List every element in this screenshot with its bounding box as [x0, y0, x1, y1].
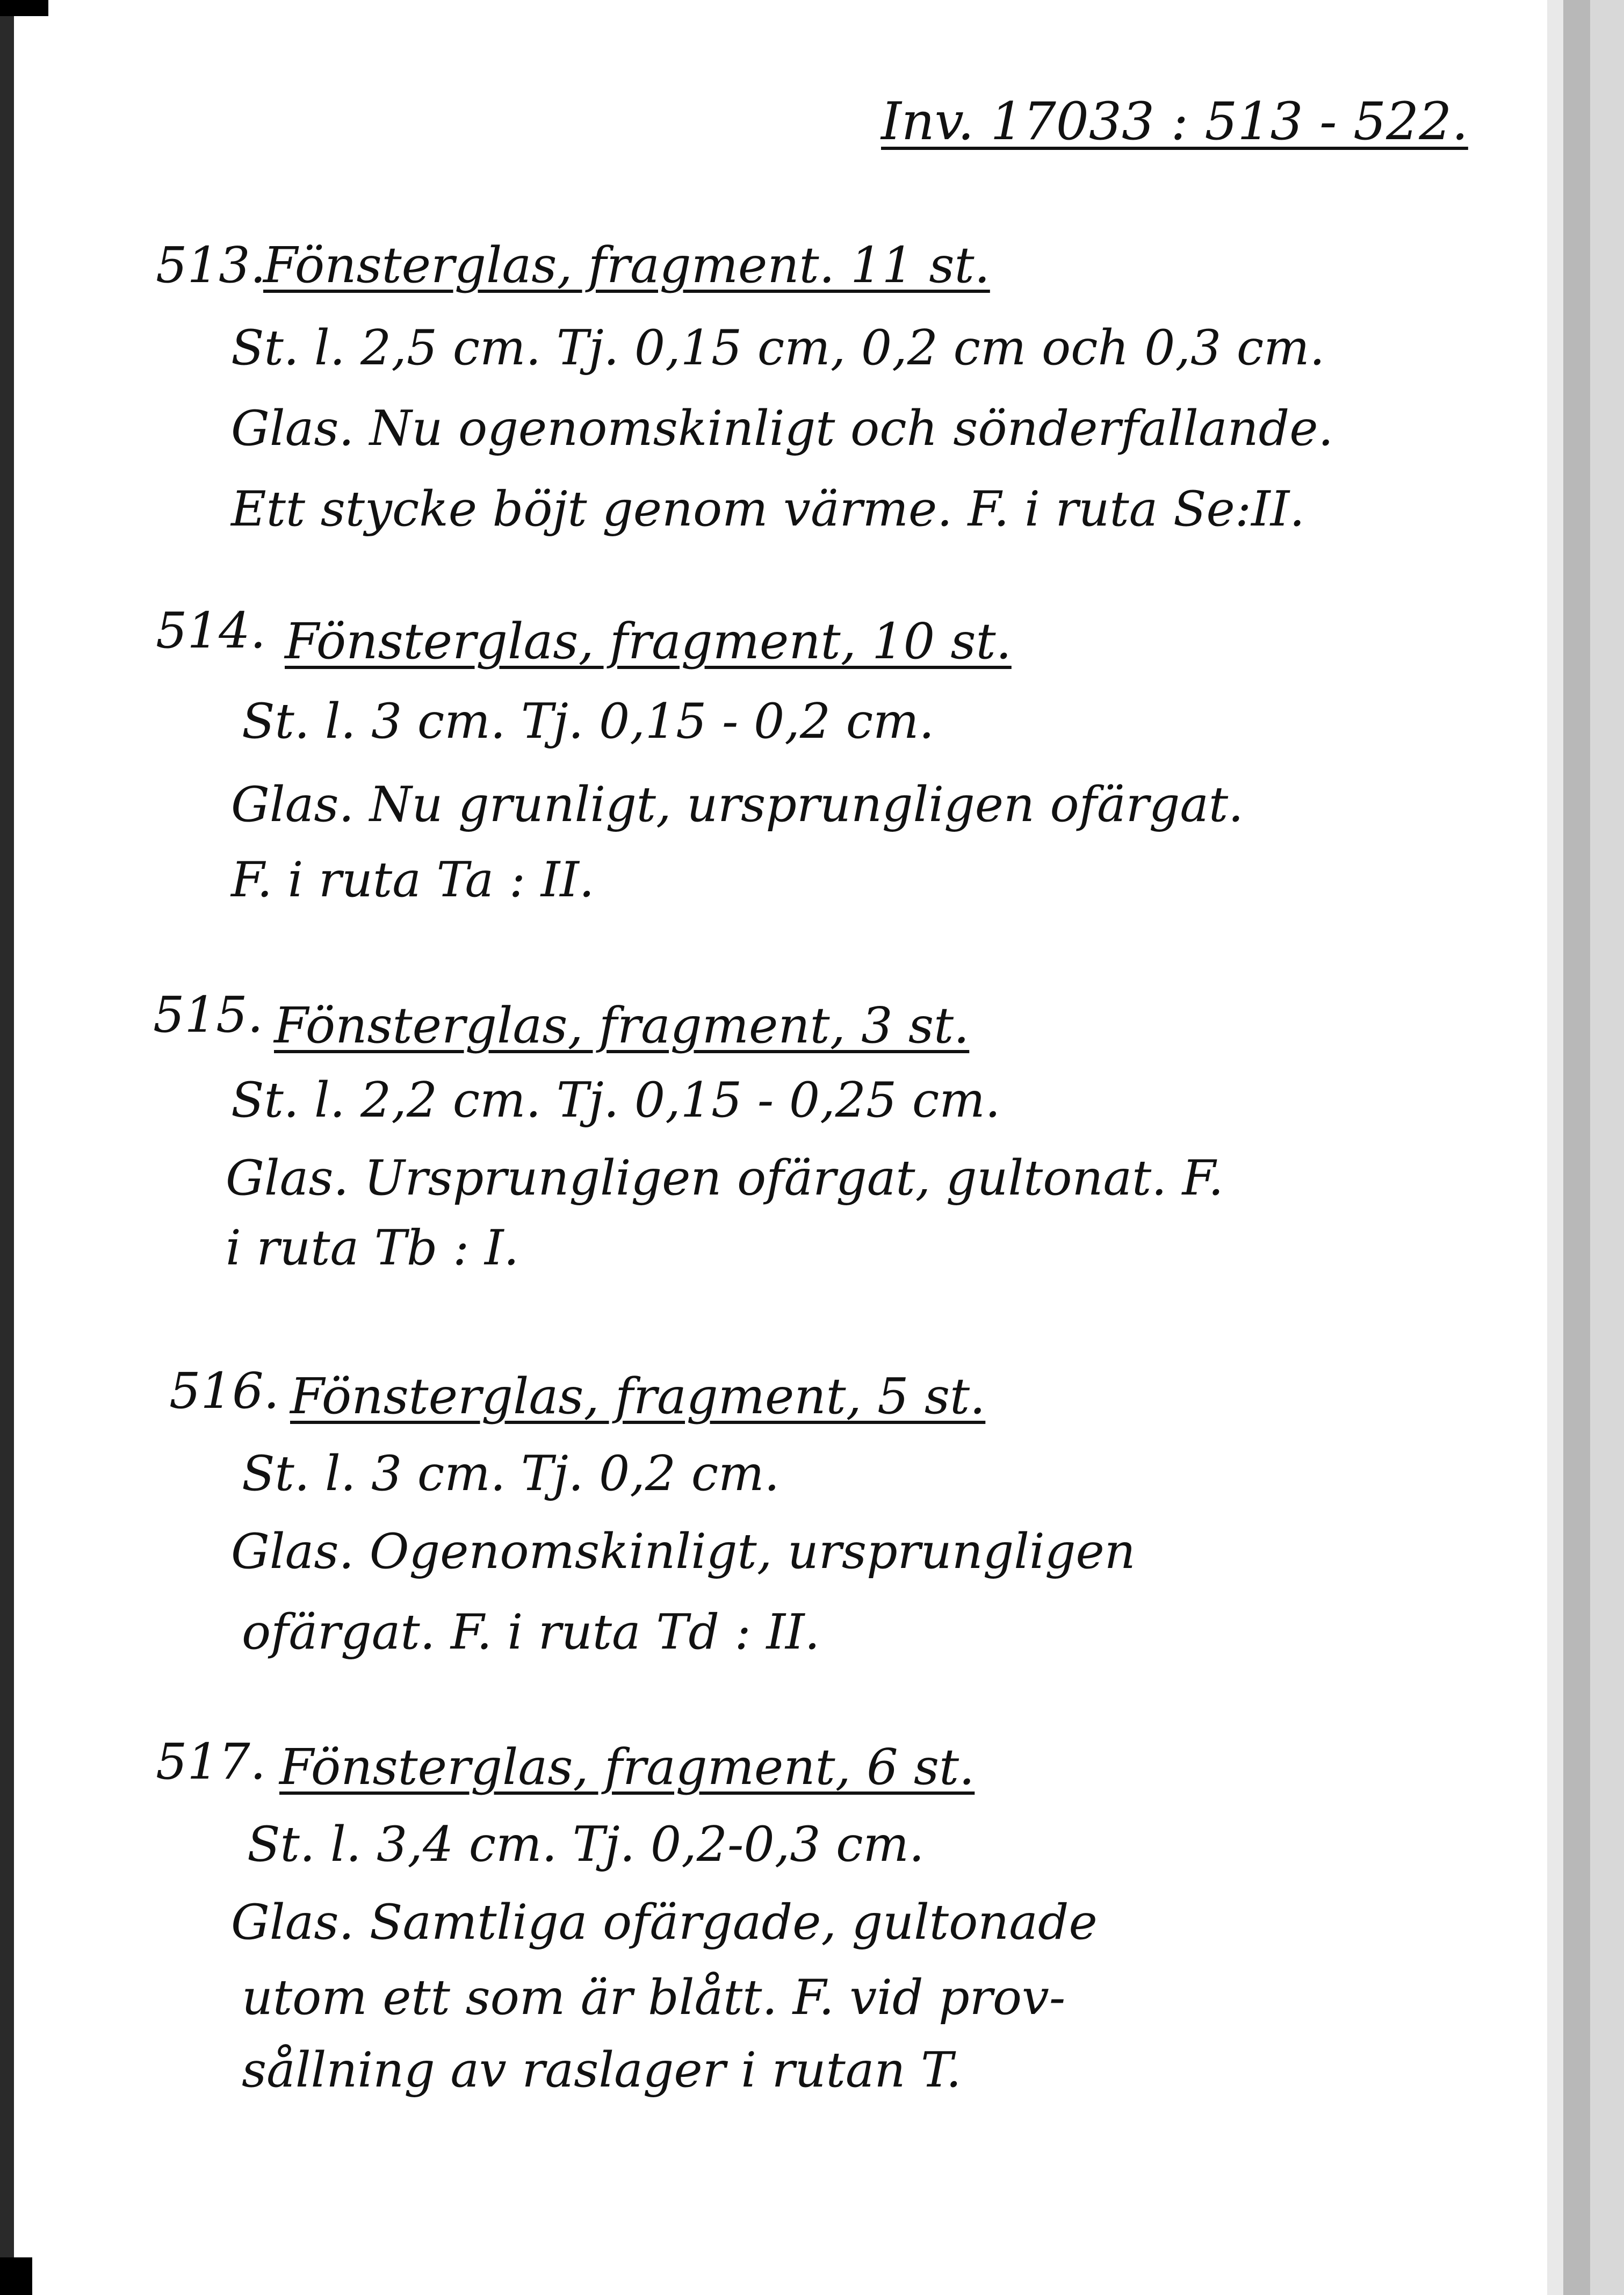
inventory-header: Inv. 17033 : 513 - 522. — [881, 91, 1468, 152]
entry-line: F. i ruta Ta : II. — [231, 852, 595, 908]
page-edge — [1547, 0, 1563, 2295]
entry-line: St. l. 2,5 cm. Tj. 0,15 cm, 0,2 cm och 0,3 cm. — [231, 320, 1325, 376]
entry-line: Glas. Ogenomskinligt, ursprungligen — [231, 1523, 1136, 1580]
entry-title: Fönsterglas, fragment, 3 st. — [274, 997, 970, 1054]
entry-line: Glas. Nu ogenomskinligt och sönderfallande. — [231, 400, 1334, 457]
scan-corner-mark — [0, 0, 48, 16]
entry-title: Fönsterglas, fragment, 10 st. — [285, 613, 1012, 670]
entry-line: i ruta Tb : I. — [226, 1220, 519, 1276]
entry-title: Fönsterglas, fragment, 6 st. — [279, 1738, 975, 1796]
entry-line: St. l. 3 cm. Tj. 0,15 - 0,2 cm. — [242, 693, 935, 750]
entry-line: Glas. Ursprungligen ofärgat, gultonat. F. — [226, 1150, 1224, 1206]
entry-title: Fönsterglas, fragment, 5 st. — [290, 1368, 986, 1425]
entry-line: Ett stycke böjt genom värme. F. i ruta Se:II. — [231, 481, 1305, 537]
entry-line: Glas. Nu grunligt, ursprungligen ofärgat. — [231, 776, 1244, 833]
entry-number: 515. — [153, 986, 263, 1044]
entry-title: Fönsterglas, fragment. 11 st. — [263, 236, 990, 294]
entry-line: ofärgat. F. i ruta Td : II. — [242, 1604, 820, 1660]
entry-line: Glas. Samtliga ofärgade, gultonade — [231, 1894, 1098, 1951]
entry-number: 514. — [156, 602, 266, 659]
entry-line: St. l. 2,2 cm. Tj. 0,15 - 0,25 cm. — [231, 1072, 1001, 1128]
binding-shadow — [0, 0, 14, 2295]
entry-number: 516. — [169, 1362, 279, 1420]
entry-number: 517. — [156, 1733, 266, 1790]
page-edge-shadow — [1563, 0, 1590, 2295]
entry-line: St. l. 3 cm. Tj. 0,2 cm. — [242, 1445, 780, 1502]
entry-line: utom ett som är blått. F. vid prov- — [242, 1969, 1066, 2026]
entry-line: sållning av raslager i rutan T. — [242, 2042, 962, 2098]
page-edge-outer — [1590, 0, 1624, 2295]
scan-corner-mark-bottom — [0, 2257, 32, 2295]
entry-line: St. l. 3,4 cm. Tj. 0,2-0,3 cm. — [247, 1816, 925, 1873]
entry-number: 513. — [156, 236, 266, 294]
